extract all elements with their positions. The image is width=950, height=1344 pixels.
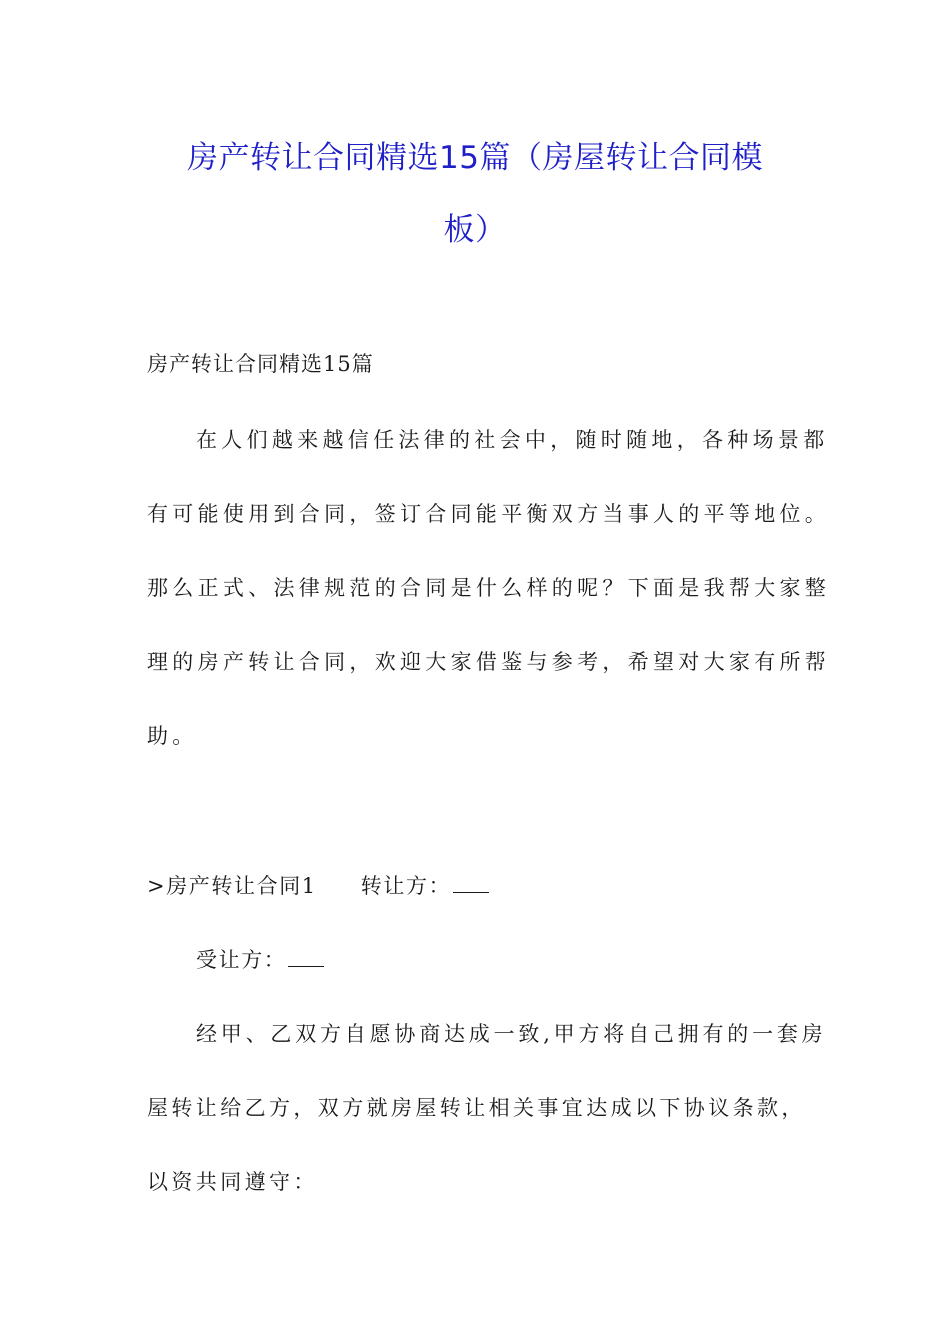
intro-line-5: 助。	[147, 724, 198, 748]
contract-1-body-line-3: 以资共同遵守：	[147, 1170, 318, 1194]
contract-1-body-line-2: 屋转让给乙方，双方就房屋转让相关事宜达成以下协议条款，	[147, 1096, 806, 1120]
document-title-line-1: 房产转让合同精选15篇（房屋转让合同模	[187, 140, 763, 176]
document-subtitle: 房产转让合同精选15篇	[147, 352, 374, 376]
intro-line-1: 在人们越来越信任法律的社会中，随时随地，各种场景都	[196, 428, 829, 452]
transferee-label: 受让方：	[196, 948, 287, 972]
intro-line-3: 那么正式、法律规范的合同是什么样的呢？下面是我帮大家整	[147, 576, 831, 600]
transferee-row	[196, 944, 324, 974]
transferor-blank	[453, 878, 489, 893]
intro-line-2: 有可能使用到合同，签订合同能平衡双方当事人的平等地位。	[147, 502, 831, 526]
transferor-label: 转让方：	[360, 874, 452, 898]
contract-1-heading-row	[147, 870, 489, 900]
document-title-line-2: 板）	[443, 212, 507, 248]
intro-line-4: 理的房产转让合同，欢迎大家借鉴与参考，希望对大家有所帮	[147, 650, 831, 674]
contract-1-heading: >房产转让合同1	[147, 874, 317, 898]
contract-1-body-line-1: 经甲、乙双方自愿协商达成一致,甲方将自己拥有的一套房	[196, 1022, 827, 1046]
transferee-blank	[288, 952, 324, 967]
